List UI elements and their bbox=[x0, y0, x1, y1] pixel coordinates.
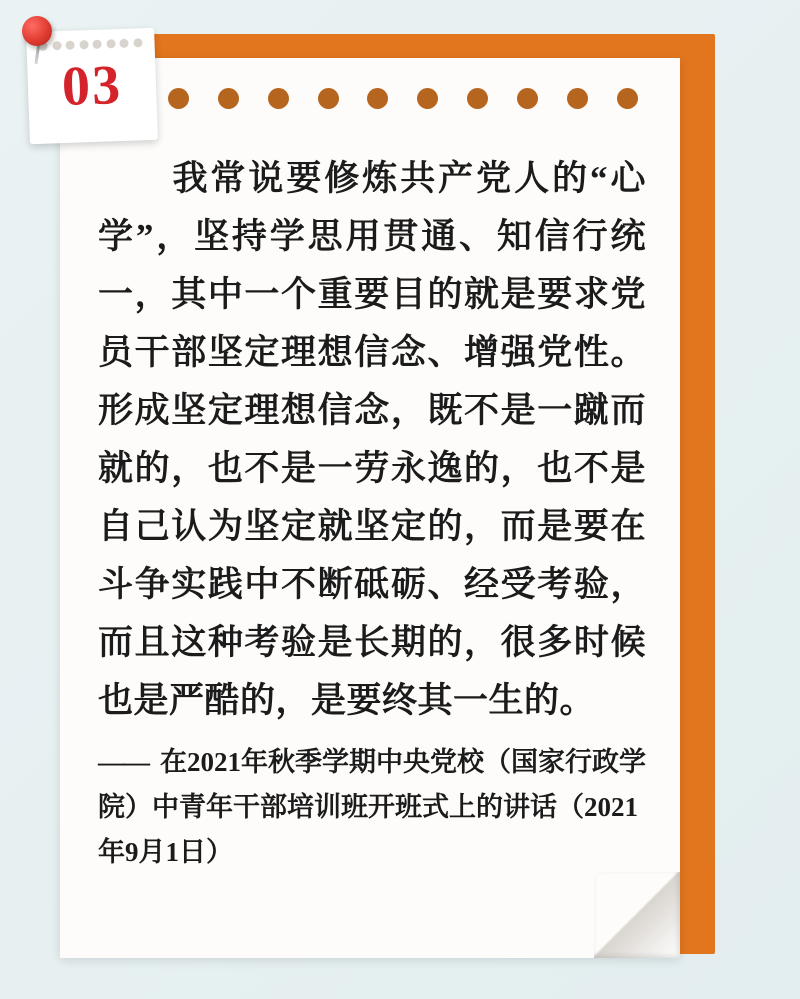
punch-hole-icon bbox=[106, 39, 115, 48]
punch-hole-icon bbox=[79, 40, 88, 49]
calendar-tab bbox=[26, 28, 158, 144]
punch-hole-icon bbox=[93, 40, 102, 49]
perforation-dot-icon bbox=[617, 88, 638, 109]
pushpin-icon bbox=[22, 16, 52, 46]
punch-hole-icon bbox=[133, 38, 142, 47]
perforation-dot-icon bbox=[367, 88, 388, 109]
quote-body: 我常说要修炼共产党人的“心学”，坚持学思用贯通、知信行统一，其中一个重要目的就是要求党员干部坚定理想信念、增强党性。形成坚定理想信念，既不是一蹴而就的，也不是一劳永逸的，也不是自己认为坚定就坚定的，而是要在斗争实践中不断砥砺、经受考验，而且这种考验是长期的，很多时候也是严酷的，是要终其一生的。 bbox=[98, 159, 646, 720]
source-dash: —— bbox=[98, 747, 148, 777]
quote-text bbox=[98, 150, 646, 730]
perforation-dot-icon bbox=[268, 88, 289, 109]
perforation-dot-icon bbox=[517, 88, 538, 109]
perforation-dots bbox=[118, 88, 638, 109]
perforation-dot-icon bbox=[467, 88, 488, 109]
source-text: 在2021年秋季学期中央党校（国家行政学院）中青年干部培训班开班式上的讲话（2021年9月1日） bbox=[98, 747, 646, 867]
perforation-dot-icon bbox=[567, 88, 588, 109]
calendar-tab-holes bbox=[38, 38, 142, 51]
punch-hole-icon bbox=[120, 39, 129, 48]
page-curl-icon bbox=[594, 872, 680, 958]
punch-hole-icon bbox=[52, 41, 61, 50]
perforation-dot-icon bbox=[417, 88, 438, 109]
card-number: 03 bbox=[60, 53, 124, 119]
perforation-dot-icon bbox=[168, 88, 189, 109]
punch-hole-icon bbox=[66, 41, 75, 50]
perforation-dot-icon bbox=[218, 88, 239, 109]
quote-source bbox=[98, 740, 646, 875]
perforation-dot-icon bbox=[318, 88, 339, 109]
